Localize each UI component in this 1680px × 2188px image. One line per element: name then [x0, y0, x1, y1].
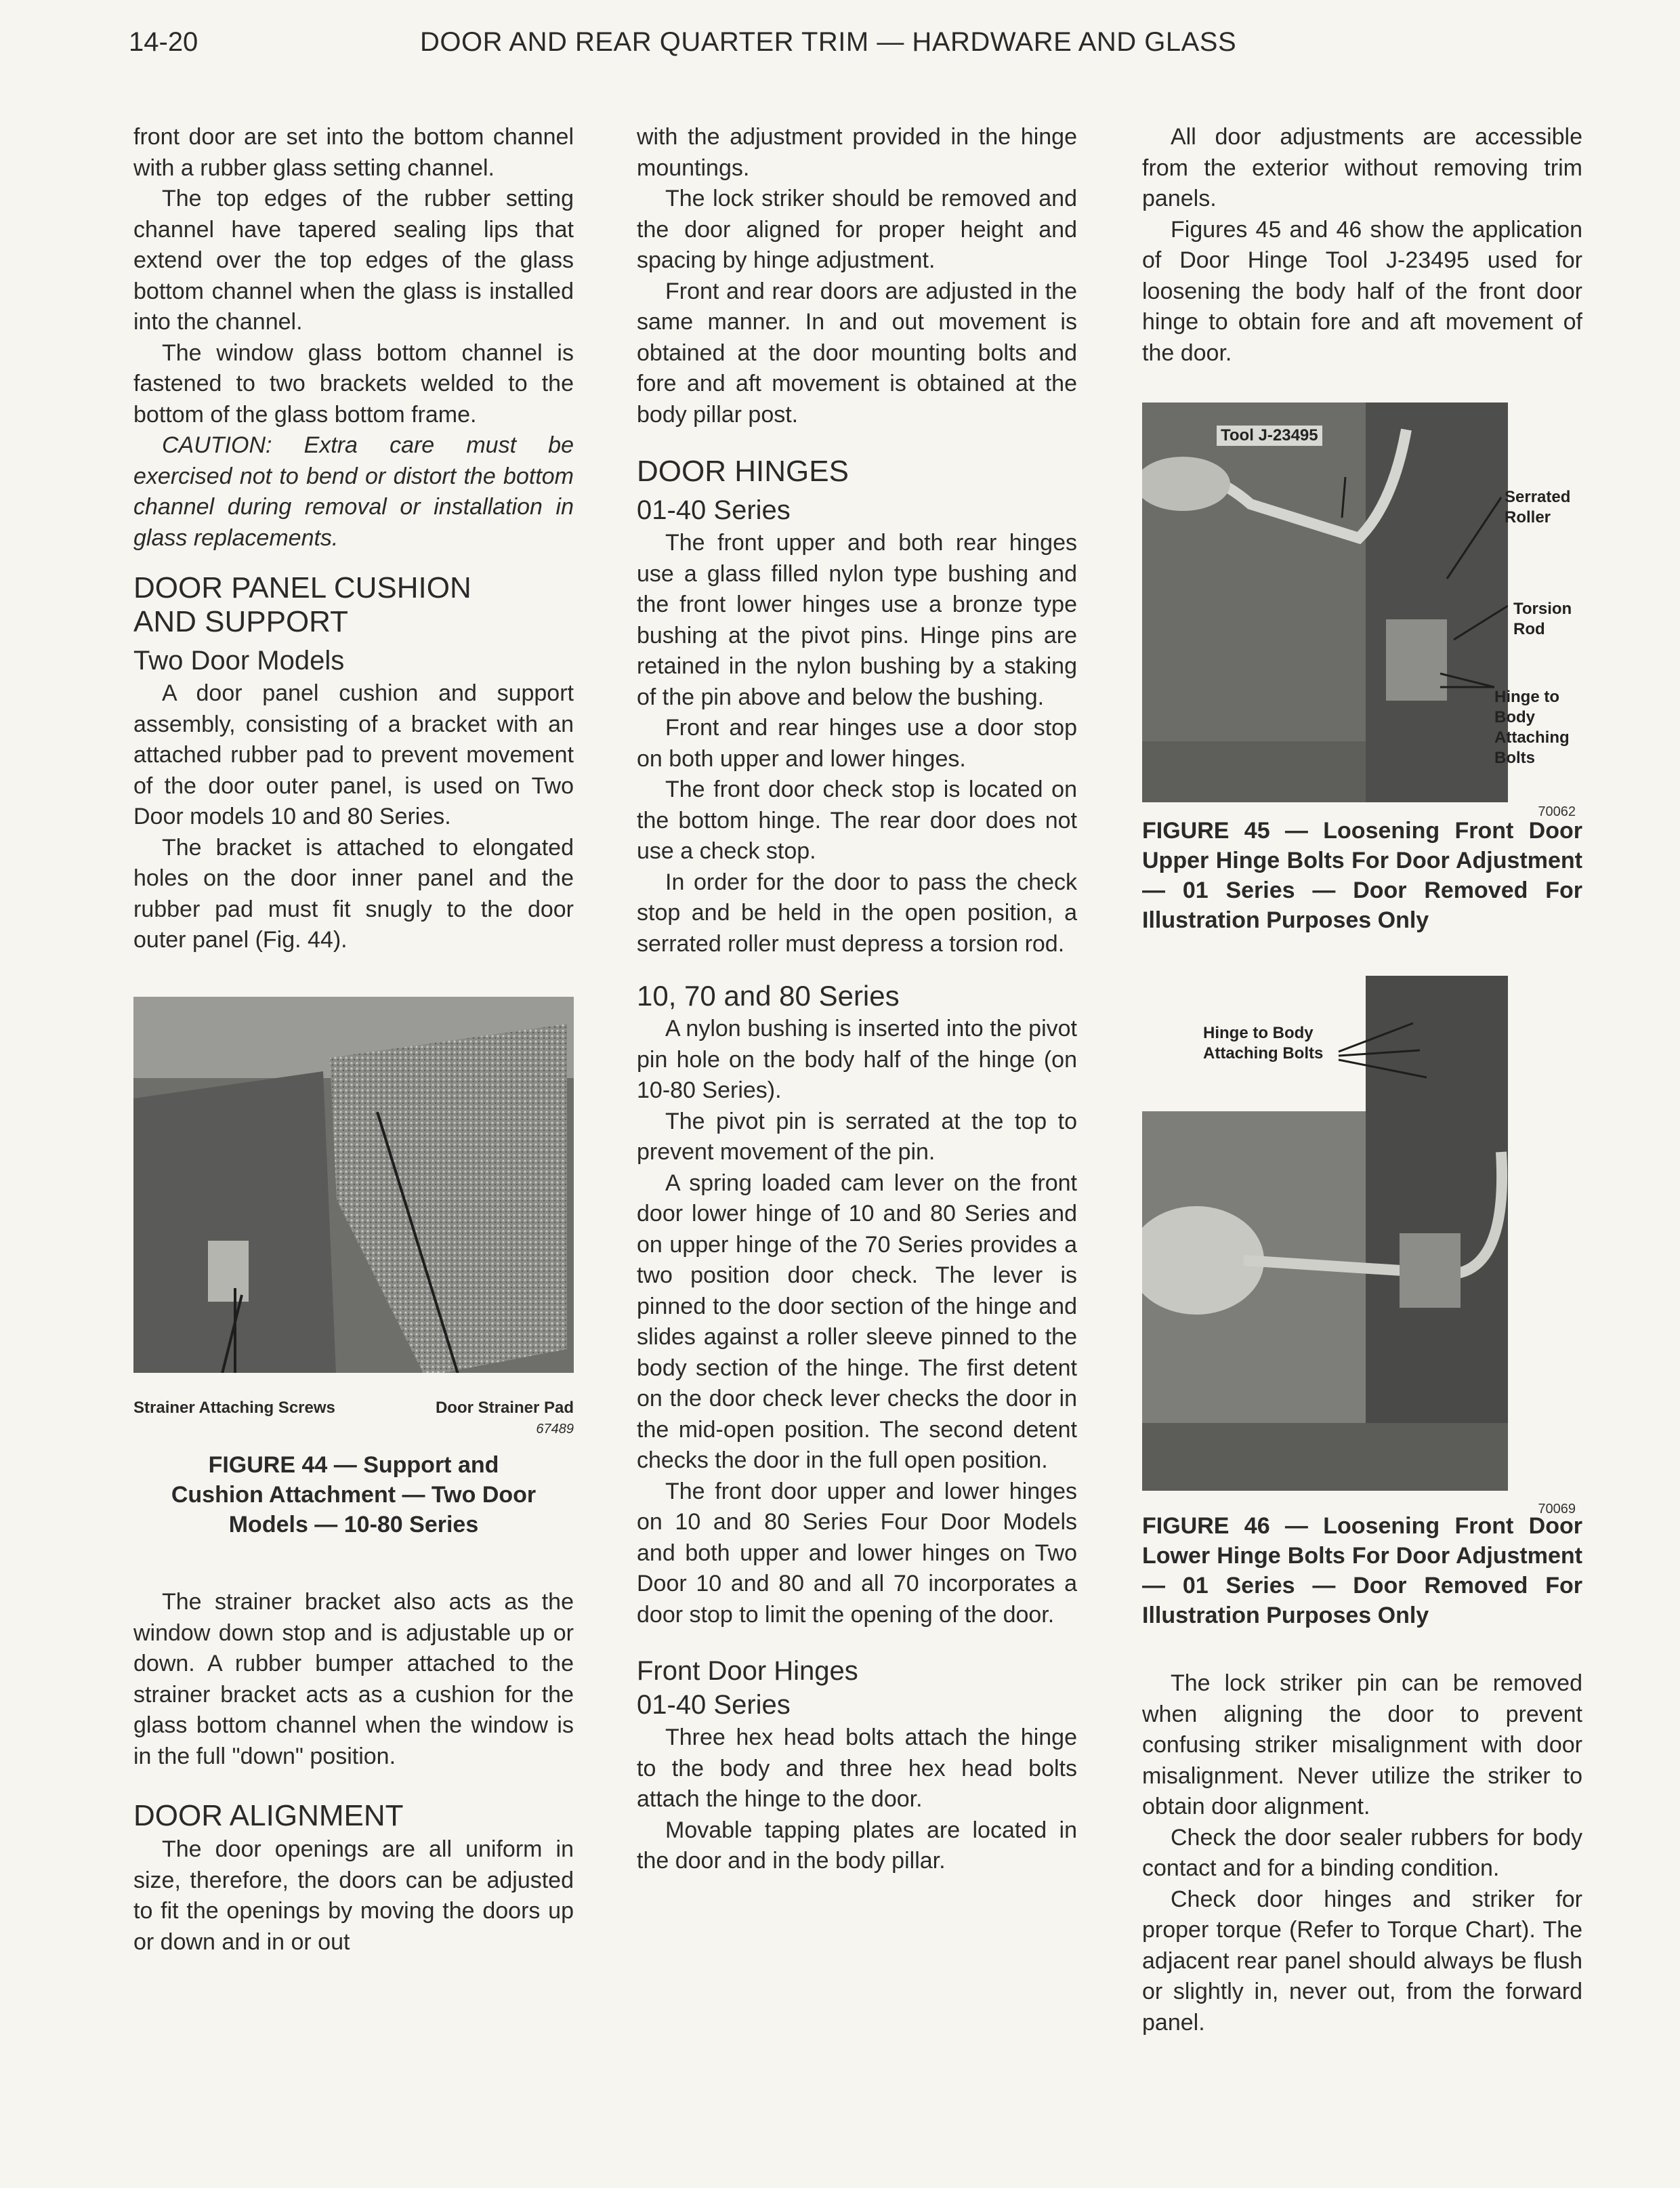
paragraph: with the adjustment provided in the hinge mountings.: [637, 124, 1077, 181]
figure-44-photo: [133, 997, 574, 1390]
figure-44-caption: FIGURE 44 — Support and Cushion Attachment — Two Door Models — 10-80 Series: [171, 1452, 537, 1537]
column-2: [637, 122, 1077, 1877]
figure-46: [1142, 976, 1582, 1516]
paragraph: The lock striker pin can be removed when aligning the door to prevent confusing striker misalignment with door misalignment. Never utilize the striker to obtain door alignment.: [1142, 1670, 1582, 1819]
label-strainer-pad: Door Strainer Pad: [435, 1398, 574, 1417]
paragraph: The top edges of the rubber setting channel have tapered sealing lips that extend over the top edges of the glass bottom channel when the glass is installed into the channel.: [133, 186, 574, 335]
paragraph: The lock striker should be removed and the door aligned for proper height and spacing by hinge adjustment.: [637, 186, 1077, 273]
figure-44: [133, 997, 574, 1540]
subheading-two-door: Two Door Models: [133, 646, 345, 676]
figure-45: [1142, 402, 1582, 819]
subheading-0140: 01-40 Series: [637, 495, 791, 525]
paragraph: The front door check stop is located on the bottom hinge. The rear door does not use a check stop.: [637, 777, 1077, 864]
figure-44-number: 67489: [536, 1421, 574, 1437]
column-1: [133, 122, 574, 1958]
paragraph: The front door upper and lower hinges on 10 and 80 Series Four Door Models and both upper and lower hinges on Two Door 10 and 80 and all 70 incorporates a door stop to limit the opening of the door.: [637, 1478, 1077, 1628]
paragraph: Front and rear hinges use a door stop on both upper and lower hinges.: [637, 715, 1077, 772]
label-hinge-bolts: Hinge to Body Attaching Bolts: [1494, 688, 1570, 767]
label-serrated-roller: Serrated Roller: [1505, 488, 1571, 527]
label-tool: Tool J-23495: [1217, 426, 1322, 446]
subheading-front-series: 01-40 Series: [637, 1690, 791, 1720]
section-heading-alignment: DOOR ALIGNMENT: [133, 1799, 404, 1832]
paragraph: All door adjustments are accessible from the exterior without removing trim panels.: [1142, 124, 1582, 211]
subheading-front-door-hinges: Front Door Hinges: [637, 1656, 858, 1686]
paragraph: A door panel cushion and support assembly, consisting of a bracket with an attached rubber pad to prevent movement of the door outer panel, is used on Two Door models 10 and 80 Series.: [133, 680, 574, 829]
door-panel-illustration: [133, 997, 574, 1390]
label-hinge-bolts: Hinge to Body Attaching Bolts: [1203, 1024, 1324, 1062]
paragraph: In order for the door to pass the check stop and be held in the open position, a serrated roller must depress a torsion rod.: [637, 869, 1077, 957]
paragraph: Check door hinges and striker for proper torque (Refer to Torque Chart). The adjacent rear panel should always be flush or slightly in, never out, from the forward panel.: [1142, 1886, 1582, 2036]
label-torsion-rod: Torsion Rod: [1513, 600, 1572, 638]
paragraph: The door openings are all uniform in size, therefore, the doors can be adjusted to fit the openings by moving the doors up or down and in or out: [133, 1836, 574, 1955]
figure-46-number: 70069: [1538, 1502, 1576, 1516]
paragraph: Check the door sealer rubbers for body contact and for a binding condition.: [1142, 1824, 1582, 1881]
column-3: [1142, 122, 1582, 2038]
figure-46-caption: FIGURE 46 — Loosening Front Door Lower Hinge Bolts For Door Adjustment — 01 Series — Door Removed For Illustration Purposes Only: [1142, 1513, 1582, 1628]
paragraph: Three hex head bolts attach the hinge to the body and three hex head bolts attach the hinge to the door.: [637, 1725, 1077, 1812]
paragraph: The bracket is attached to elongated holes on the door inner panel and the rubber pad must fit snugly to the door outer panel (Fig. 44).: [133, 834, 574, 953]
paragraph: Front and rear doors are adjusted in the same manner. In and out movement is obtained at the door mounting bolts and fore and aft movement is obtained at the body pillar post.: [637, 278, 1077, 428]
section-heading-hinges: DOOR HINGES: [637, 455, 849, 488]
paragraph: Movable tapping plates are located in the door and in the body pillar.: [637, 1817, 1077, 1874]
subheading-107080: 10, 70 and 80 Series: [637, 980, 900, 1012]
figure-45-number: 70062: [1538, 804, 1576, 819]
label-strainer-screws: Strainer Attaching Screws: [133, 1398, 335, 1417]
paragraph: A nylon bushing is inserted into the pivot pin hole on the body half of the hinge (on 10-80 Series).: [637, 1016, 1077, 1103]
figure-44-labels: [133, 1390, 574, 1418]
paragraph: A spring loaded cam lever on the front door lower hinge of 10 and 80 Series and on upper hinge of the 70 Series provides a two position door check. The lever is pinned to the door section of the hinge and slides against a roller sleeve pinned to the body section of the hinge. The first detent on the door check lever checks the door in the mid-open position. The second detent checks the door in the full open position.: [637, 1170, 1077, 1473]
page-title: DOOR AND REAR QUARTER TRIM — HARDWARE AND GLASS: [420, 27, 1237, 57]
section-heading-cushion: DOOR PANEL CUSHION AND SUPPORT: [133, 571, 471, 638]
page-header: [129, 27, 1294, 68]
paragraph: The window glass bottom channel is fastened to two brackets welded to the bottom of the glass bottom frame.: [133, 339, 574, 428]
paragraph: Figures 45 and 46 show the application of Door Hinge Tool J-23495 used for loosening the body half of the front door hinge to obtain fore and aft movement of the door.: [1142, 216, 1582, 366]
paragraph: The front upper and both rear hinges use a glass filled nylon type bushing and the front lower hinges use a bronze type bushing at the pivot pins. Hinge pins are retained in the nylon bushing by a staking of the pin above and below the bushing.: [637, 530, 1077, 710]
page-number: 14-20: [129, 27, 198, 57]
paragraph: front door are set into the bottom channel with a rubber glass setting channel.: [133, 124, 574, 181]
figure-45-caption: FIGURE 45 — Loosening Front Door Upper Hinge Bolts For Door Adjustment — 01 Series — Door Removed For Illustration Purposes Only: [1142, 818, 1582, 933]
caution-note: CAUTION: Extra care must be exercised not to bend or distort the bottom channel during removal or installation in glass replacements.: [133, 432, 574, 551]
paragraph: The pivot pin is serrated at the top to prevent movement of the pin.: [637, 1108, 1077, 1165]
paragraph: The strainer bracket also acts as the window down stop and is adjustable up or down. A rubber bumper attached to the strainer bracket acts as a cushion for the glass bottom channel when the window is in the full "down" position.: [133, 1589, 574, 1769]
